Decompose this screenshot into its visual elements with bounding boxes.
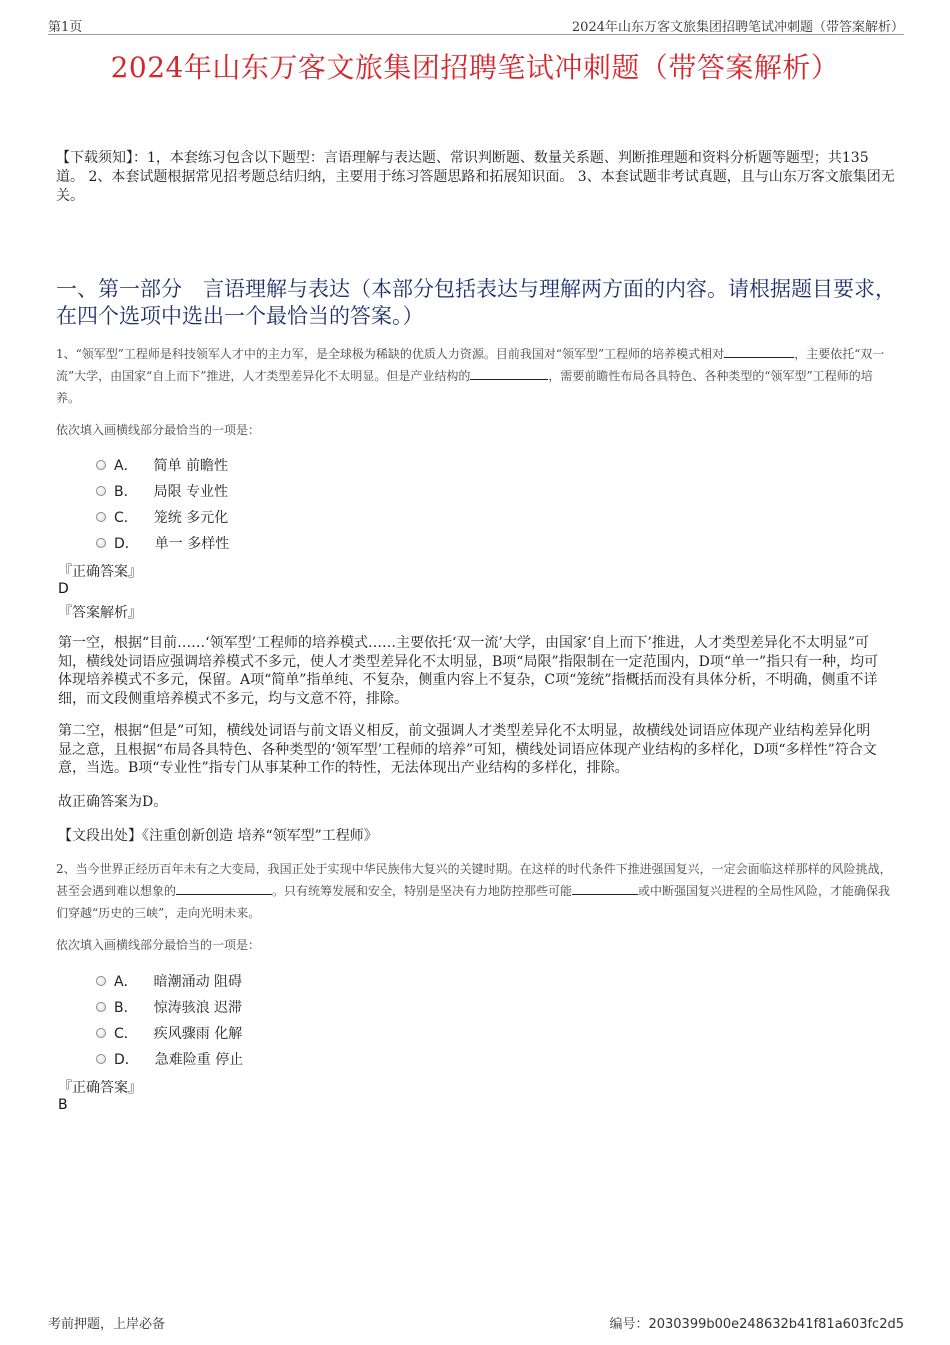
answer-label: 『正确答案』 (58, 564, 142, 580)
footer-code: 编号：2030399b00e248632b41f81a603fc2d5 (609, 1317, 904, 1332)
radio-icon[interactable] (96, 538, 106, 548)
answer-value: D (58, 581, 69, 597)
answer-value: B (58, 1097, 68, 1113)
analysis-paragraph-2: 第二空，根据“但是”可知，横线处词语与前文语义相反，前文强调人才类型差异化不太明显，故横线处词语应体现产业结构差异化明显之意，且根据“布局各具特色、各种类型的‘领军型’工程师的培养”可知，横线处词语应体现产业结构的多样化，D项“多样性”符合文意，当选。B项“专业性”指专门从事某种工作的特性，无法体现出产业结构的多样化，排除。 (58, 723, 877, 776)
option-b[interactable]: B． 局限 专业性 (96, 478, 229, 504)
analysis-conclusion: 故正确答案为D。 (58, 794, 168, 810)
question-1-instruction: 依次填入画横线部分最恰当的一项是： (56, 423, 261, 437)
question-1-options (96, 452, 229, 556)
download-notice: 【下载须知】：1，本套练习包含以下题型：言语理解与表达题、常识判断题、数量关系题、判断推理题和资料分析题等题型；共135道。 2、本套试题根据常见招考题总结归纳，主要用于练习答题思路和拓展知识面。 3、本套试题非考试真题，且与山东万客文旅集团无关。 (56, 150, 895, 204)
header-doc-title: 2024年山东万客文旅集团招聘笔试冲刺题（带答案解析） (571, 20, 904, 35)
page-title: 2024年山东万客文旅集团招聘笔试冲刺题（带答案解析） (110, 51, 840, 84)
radio-icon[interactable] (96, 486, 106, 496)
option-c[interactable]: C． 笼统 多元化 (96, 504, 229, 530)
option-c[interactable]: C． 疾风骤雨 化解 (96, 1020, 243, 1046)
option-b[interactable]: B． 惊涛骇浪 迟滞 (96, 994, 243, 1020)
option-d[interactable]: D． 急难险重 停止 (96, 1046, 243, 1072)
option-a[interactable]: A． 暗潮涌动 阻碍 (96, 968, 243, 994)
radio-icon[interactable] (96, 1054, 106, 1064)
question-2-options (96, 968, 243, 1072)
section-heading: 一、第一部分 言语理解与表达（本部分包括表达与理解两方面的内容。请根据题目要求，在四个选项中选出一个最恰当的答案。） (56, 277, 896, 328)
option-a[interactable]: A． 简单 前瞻性 (96, 452, 229, 478)
radio-icon[interactable] (96, 460, 106, 470)
fill-blank (176, 882, 272, 895)
text-source: 【文段出处】《注重创新创造 培养“领军型”工程师》 (58, 828, 378, 844)
question-2-instruction: 依次填入画横线部分最恰当的一项是： (56, 938, 261, 952)
radio-icon[interactable] (96, 976, 106, 986)
page-number: 第1页 (48, 20, 83, 35)
fill-blank (724, 345, 794, 358)
option-d[interactable]: D． 单一 多样性 (96, 530, 229, 556)
analysis-label: 『答案解析』 (58, 605, 142, 621)
page-header (48, 14, 904, 35)
radio-icon[interactable] (96, 1028, 106, 1038)
footer-slogan: 考前押题，上岸必备 (48, 1317, 166, 1332)
analysis-paragraph-1: 第一空，根据“目前……‘领军型’工程师的培养模式……主要依托‘双一流’大学，由国家‘自上而下’推进，人才类型差异化不太明显”可知，横线处词语应强调培养模式不多元，使人才类型差异化不太明显，B项“局限”指限制在一定范围内，D项“单一”指只有一种，均可体现培养模式不多元，保留。A项“简单”指单纯、不复杂，侧重内容上不复杂，C项“笼统”指概括而没有具体分析，不明确，侧重不详细，而文段侧重培养模式不多元，均与文意不符，排除。 (58, 635, 879, 707)
fill-blank (572, 882, 638, 895)
answer-label: 『正确答案』 (58, 1080, 142, 1096)
question-2-text: 2、当今世界正经历百年未有之大变局，我国正处于实现中华民族伟大复兴的关键时期。在这样的时代条件下推进强国复兴，一定会面临这样那样的风险挑战，甚至会遇到难以想象的 。只有统筹发展和安全，特别是坚决有力地防控那些可能 或中断强国复兴进程的全局性风险，才能确保我们穿越“历史的三峡”，走向光明未来。 (56, 862, 892, 920)
radio-icon[interactable] (96, 1002, 106, 1012)
fill-blank (470, 367, 548, 380)
radio-icon[interactable] (96, 512, 106, 522)
question-1-text: 1、“领军型”工程师是科技领军人才中的主力军，是全球极为稀缺的优质人力资源。目前我国对“领军型”工程师的培养模式相对 ，主要依托“双一流”大学，由国家“自上而下”推进，人才类型差异化不太明显。但是产业结构的 ，需要前瞻性布局各具特色、各种类型的“领军型”工程师的培养。 (56, 347, 885, 405)
